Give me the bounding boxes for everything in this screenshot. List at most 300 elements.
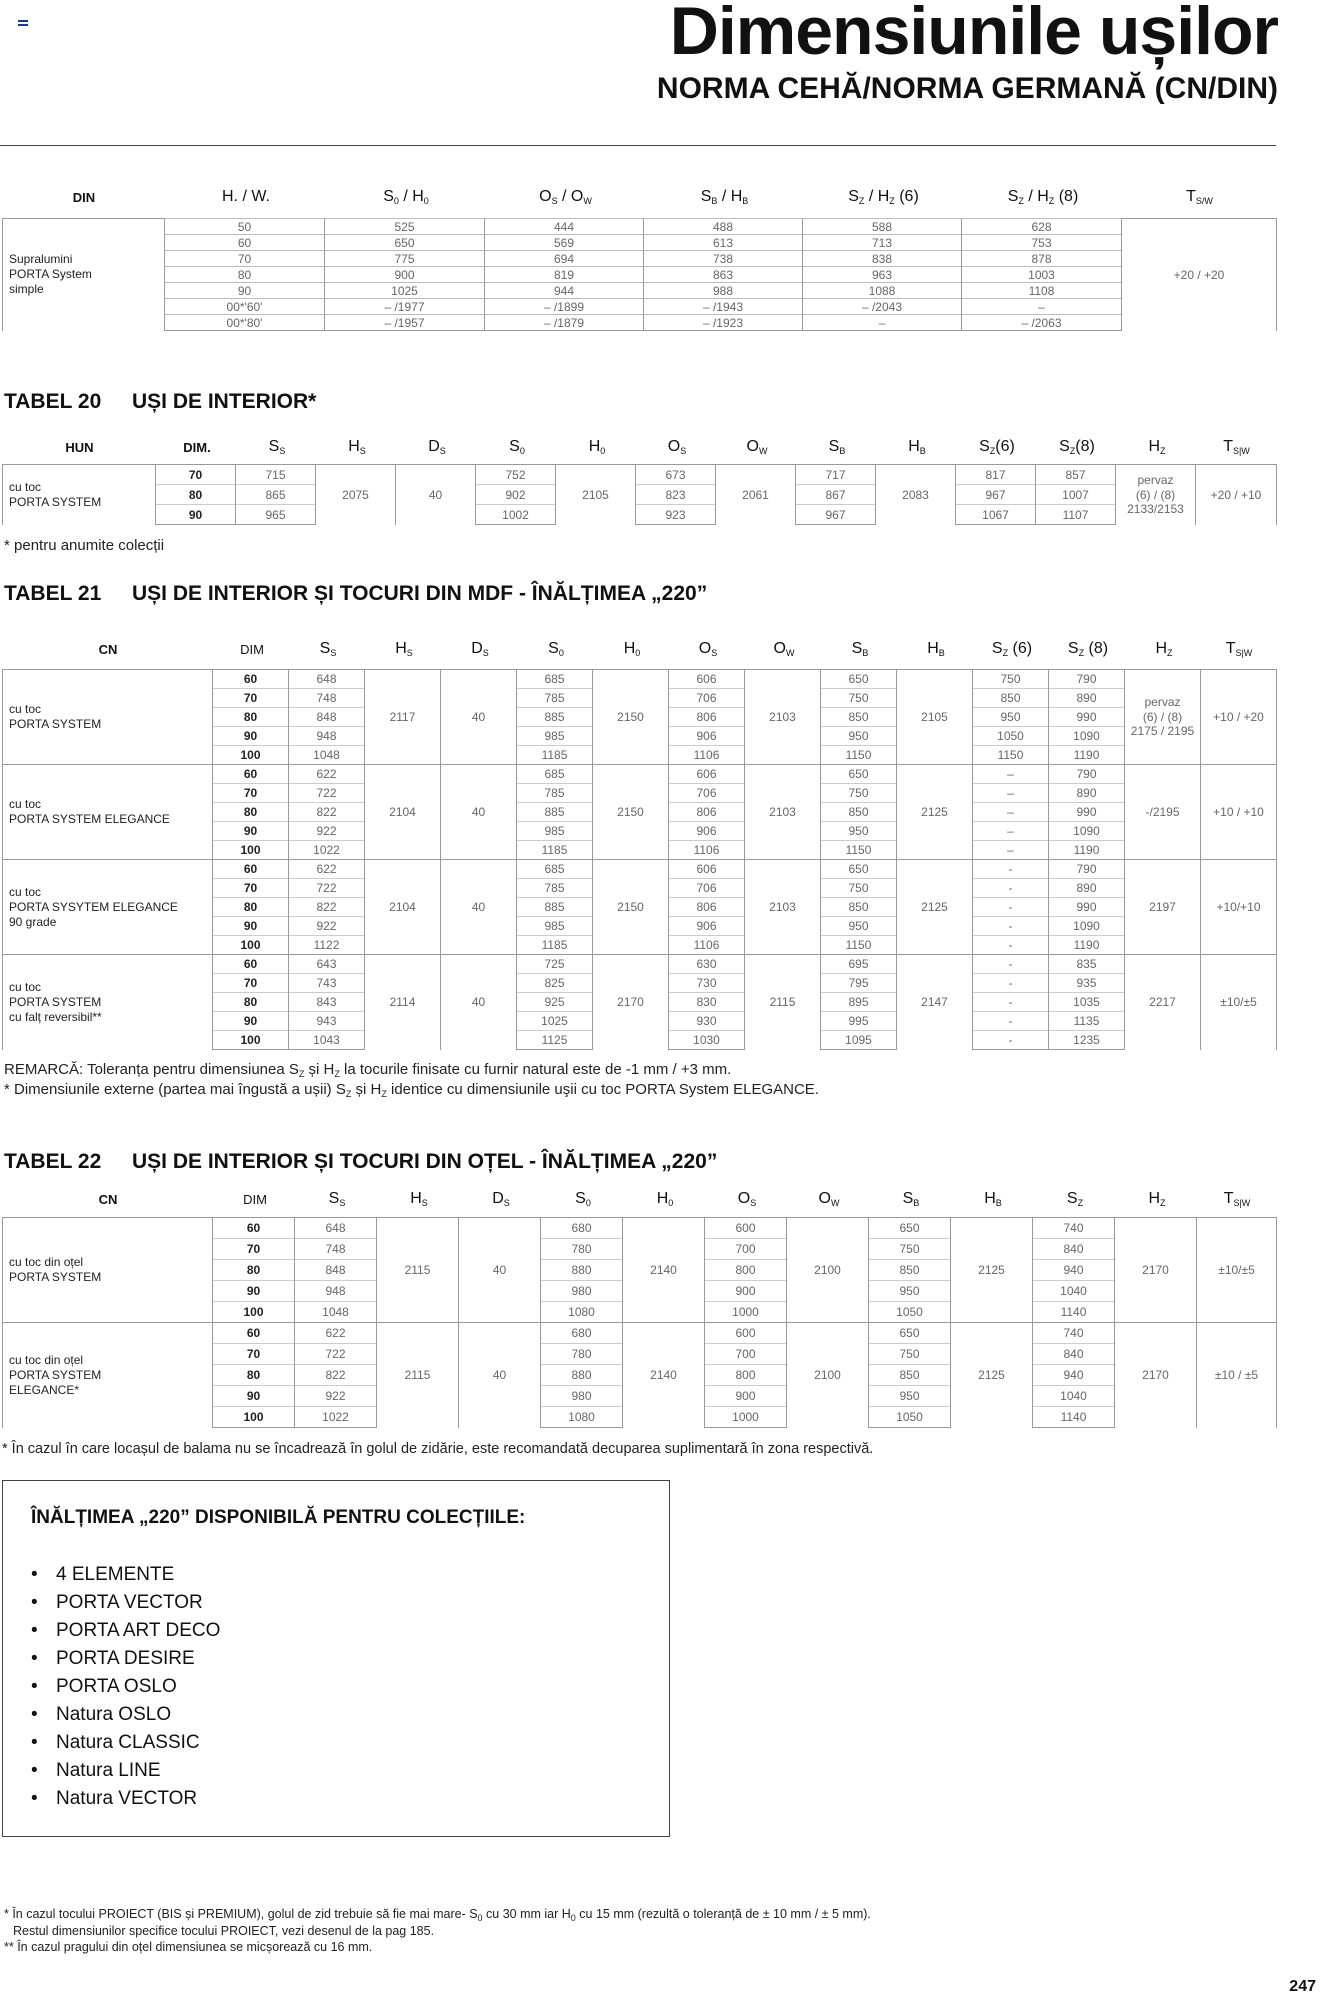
table-row xyxy=(3,299,1277,315)
cell: 850 xyxy=(821,708,897,727)
tsw-cell: ±10/±5 xyxy=(1197,1218,1277,1323)
hdr-dim: DIM xyxy=(243,1191,267,1207)
cell: 1030 xyxy=(669,1031,745,1050)
row-label: cu toc PORTA SYSYTEM ELEGANCE 90 grade xyxy=(3,860,213,955)
cell: – /2043 xyxy=(803,299,962,315)
bullet-icon: • xyxy=(31,1564,38,1585)
dim-cell: 90 xyxy=(213,1281,295,1302)
cell: 795 xyxy=(821,974,897,993)
cell: 1088 xyxy=(803,283,962,299)
cell: 1140 xyxy=(1033,1407,1115,1428)
cell: 738 xyxy=(644,251,803,267)
cell: 948 xyxy=(295,1281,377,1302)
cell: 650 xyxy=(821,670,897,689)
table20-title xyxy=(4,390,316,414)
cell: 900 xyxy=(705,1281,787,1302)
cell: 1080 xyxy=(541,1302,623,1323)
ds-cell: 40 xyxy=(441,670,517,765)
cell: 1106 xyxy=(669,936,745,955)
hs-cell: 2115 xyxy=(377,1323,459,1428)
hdr-sz8: $S_Z$ (8) xyxy=(1067,640,1109,658)
hdr-s0: $S_0$ xyxy=(575,1190,591,1208)
cell: 750 xyxy=(821,879,897,898)
cell: 850 xyxy=(821,803,897,822)
cell: 780 xyxy=(541,1239,623,1260)
cell: 848 xyxy=(289,708,365,727)
cell: - xyxy=(973,974,1049,993)
cell: – /1923 xyxy=(644,315,803,331)
cell: 713 xyxy=(803,235,962,251)
dim-cell: 100 xyxy=(213,1302,295,1323)
bullet-icon: • xyxy=(31,1732,38,1753)
cell: 963 xyxy=(803,267,962,283)
table20-note: * pentru anumite colecții xyxy=(4,537,165,554)
tsw-cell: +20 / +10 xyxy=(1196,465,1277,525)
cell: 725 xyxy=(517,955,593,974)
hdr-ss: $S_S$ xyxy=(319,640,337,658)
hdr-tsw: $T_{S|W}$ xyxy=(1223,1190,1251,1208)
cell: 1025 xyxy=(517,1012,593,1031)
cell: 606 xyxy=(669,860,745,879)
hdr-os: $O_S$ xyxy=(737,1190,757,1208)
cell: 630 xyxy=(669,955,745,974)
cell: – xyxy=(803,315,962,331)
hdr-hun: HUN xyxy=(65,439,94,455)
hdr-h0: $H_0$ xyxy=(656,1190,674,1208)
ds-cell: 40 xyxy=(396,465,476,525)
hdr-sz-hz6: $S_Z / H_Z$ (6) xyxy=(848,188,919,206)
hdr-sz-hz8: $S_Z / H_Z$ (8) xyxy=(1007,188,1079,206)
h0-cell: 2150 xyxy=(593,670,669,765)
table-row xyxy=(3,485,1277,505)
table-row xyxy=(3,670,1277,689)
cell: 950 xyxy=(821,727,897,746)
ds-cell: 40 xyxy=(441,955,517,1050)
cell: 740 xyxy=(1033,1218,1115,1239)
cell: 925 xyxy=(517,993,593,1012)
tsw-cell: +10 / +10 xyxy=(1201,765,1277,860)
row-label: cu toc PORTA SYSTEM xyxy=(3,465,156,525)
cell: 806 xyxy=(669,898,745,917)
cell: 1125 xyxy=(517,1031,593,1050)
dim-cell: 100 xyxy=(213,841,289,860)
cell: 1090 xyxy=(1049,917,1125,936)
cell: 950 xyxy=(973,708,1049,727)
page-subtitle: NORMA CEHĂ/NORMA GERMANĂ (CN/DIN) xyxy=(656,72,1278,105)
cell: 722 xyxy=(289,784,365,803)
dim-cell: 100 xyxy=(213,1407,295,1428)
cell: 685 xyxy=(517,670,593,689)
cell: 1003 xyxy=(962,267,1122,283)
hb-cell: 2125 xyxy=(951,1323,1033,1428)
cell: 750 xyxy=(869,1344,951,1365)
cell: 1050 xyxy=(973,727,1049,746)
cell: 965 xyxy=(236,505,316,525)
cell: 1048 xyxy=(289,746,365,765)
cell: 785 xyxy=(517,879,593,898)
dim-cell: 80 xyxy=(213,708,289,727)
hdr-hs: $H_S$ xyxy=(410,1190,428,1208)
table22-number: TABEL 22 xyxy=(4,1150,102,1173)
hdr-s0-h0: $S_0 / H_0$ xyxy=(383,188,429,206)
hdr-dim: DIM. xyxy=(183,439,211,455)
hdr-hs: $H_S$ xyxy=(348,438,366,456)
cell: 967 xyxy=(956,485,1036,505)
cell: 1122 xyxy=(289,936,365,955)
collection-item xyxy=(31,1757,220,1785)
table21-title xyxy=(4,582,707,606)
hb-cell: 2105 xyxy=(897,670,973,765)
cell: 990 xyxy=(1049,803,1125,822)
cell: 935 xyxy=(1049,974,1125,993)
cell: 980 xyxy=(541,1281,623,1302)
hdr-sb: $S_B$ xyxy=(851,640,869,658)
cell: 743 xyxy=(289,974,365,993)
cell: 800 xyxy=(705,1260,787,1281)
cell: 1048 xyxy=(295,1302,377,1323)
hz-cell: 2217 xyxy=(1125,955,1201,1050)
cell: 1040 xyxy=(1033,1281,1115,1302)
cell: 885 xyxy=(517,803,593,822)
dim-cell: 60 xyxy=(213,1218,295,1239)
cell: 835 xyxy=(1049,955,1125,974)
hdr-sb: $S_B$ xyxy=(828,438,846,456)
cell: 822 xyxy=(289,803,365,822)
table20-number: TABEL 20 xyxy=(4,390,102,413)
hdr-hz: $H_Z$ xyxy=(1148,1190,1166,1208)
cell: 906 xyxy=(669,822,745,841)
dim-cell: 60 xyxy=(213,765,289,784)
hdr-ss: $S_S$ xyxy=(268,438,286,456)
cell: 1107 xyxy=(1036,505,1116,525)
cell: 1043 xyxy=(289,1031,365,1050)
cell: 785 xyxy=(517,784,593,803)
bullet-icon: • xyxy=(31,1788,38,1809)
cell: 922 xyxy=(289,917,365,936)
table21-heading: UȘI DE INTERIOR ȘI TOCURI DIN MDF - ÎNĂLȚIMEA „220” xyxy=(132,582,708,605)
cell: 700 xyxy=(705,1344,787,1365)
bullet-icon: • xyxy=(31,1620,38,1641)
bullet-icon: • xyxy=(31,1704,38,1725)
table20-heading: UȘI DE INTERIOR* xyxy=(132,390,317,413)
cell: – xyxy=(973,841,1049,860)
cell: 488 xyxy=(644,219,803,235)
hb-cell: 2125 xyxy=(951,1218,1033,1323)
collections-list xyxy=(31,1561,220,1813)
cell: 1106 xyxy=(669,746,745,765)
cell: 900 xyxy=(325,267,485,283)
cell: 750 xyxy=(821,784,897,803)
cell: 1185 xyxy=(517,746,593,765)
cell: – xyxy=(973,822,1049,841)
cell: - xyxy=(973,879,1049,898)
cell: 748 xyxy=(295,1239,377,1260)
hdr-sz6: $S_Z$ (6) xyxy=(991,640,1033,658)
cell: 753 xyxy=(962,235,1122,251)
ow-cell: 2103 xyxy=(745,765,821,860)
cell: 1235 xyxy=(1049,1031,1125,1050)
cell: 680 xyxy=(541,1218,623,1239)
table20 xyxy=(2,464,1277,525)
cell: - xyxy=(973,955,1049,974)
cell: 650 xyxy=(869,1323,951,1344)
cell: 867 xyxy=(796,485,876,505)
dim-cell: 60 xyxy=(213,670,289,689)
cell: 988 xyxy=(644,283,803,299)
row-label: Supralumini PORTA System simple xyxy=(3,219,165,331)
cell: 780 xyxy=(541,1344,623,1365)
cell: 944 xyxy=(485,283,644,299)
footnote-2: Restul dimensiunilor specifice tocului PROIECT, vezi desenul de la pag 185. xyxy=(13,1924,435,1938)
cell: - xyxy=(973,993,1049,1012)
cell: 980 xyxy=(541,1386,623,1407)
cell: 622 xyxy=(289,765,365,784)
menu-icon[interactable] xyxy=(18,20,28,28)
collection-item xyxy=(31,1785,220,1813)
cell: 890 xyxy=(1049,689,1125,708)
dim-cell: 70 xyxy=(213,689,289,708)
cell: 943 xyxy=(289,1012,365,1031)
dim-cell: 100 xyxy=(213,746,289,765)
hdr-dim: DIM xyxy=(240,641,264,657)
collection-item xyxy=(31,1673,220,1701)
cell: 650 xyxy=(869,1218,951,1239)
cell: 819 xyxy=(485,267,644,283)
hdr-os-ow: $O_S / O_W$ xyxy=(539,188,592,206)
cell: – xyxy=(973,784,1049,803)
dim-cell: 70 xyxy=(213,879,289,898)
cell: 1108 xyxy=(962,283,1122,299)
hdr-ow: $O_W$ xyxy=(818,1190,840,1208)
table21 xyxy=(2,669,1277,1050)
cell: 865 xyxy=(236,485,316,505)
cell: - xyxy=(973,898,1049,917)
collection-label: PORTA ART DECO xyxy=(56,1620,221,1641)
dim-cell: 90 xyxy=(213,822,289,841)
cell: 985 xyxy=(517,822,593,841)
collection-item xyxy=(31,1589,220,1617)
cell: 90 xyxy=(165,283,325,299)
cell: 940 xyxy=(1033,1365,1115,1386)
dim-cell: 90 xyxy=(213,1386,295,1407)
cell: 902 xyxy=(476,485,556,505)
cell: 613 xyxy=(644,235,803,251)
cell: 823 xyxy=(636,485,716,505)
cell: 70 xyxy=(165,251,325,267)
page-title: Dimensiunile ușilor xyxy=(669,0,1278,69)
dim-cell: 90 xyxy=(213,917,289,936)
table22-note: * În cazul în care locașul de balama nu se încadrează în golul de zidărie, este recomandată decuparea suplimentară în zona respectivă. xyxy=(2,1441,874,1457)
dim-cell: 70 xyxy=(213,1239,295,1260)
h0-cell: 2105 xyxy=(556,465,636,525)
cell: 1190 xyxy=(1049,936,1125,955)
cell: 748 xyxy=(289,689,365,708)
cell: 80 xyxy=(165,267,325,283)
hdr-h0: $H_0$ xyxy=(623,640,641,658)
cell: 1002 xyxy=(476,505,556,525)
table21-header xyxy=(2,640,1276,658)
dim-cell: 70 xyxy=(156,465,236,485)
row-label: cu toc PORTA SYSTEM ELEGANCE xyxy=(3,765,213,860)
cell: 1000 xyxy=(705,1407,787,1428)
cell: 950 xyxy=(821,917,897,936)
table20-header xyxy=(2,438,1276,456)
cell: 752 xyxy=(476,465,556,485)
hb-cell: 2147 xyxy=(897,955,973,1050)
hdr-cn: CN xyxy=(98,641,118,657)
cell: 740 xyxy=(1033,1323,1115,1344)
collection-label: Natura VECTOR xyxy=(56,1788,198,1809)
collection-label: Natura CLASSIC xyxy=(56,1732,200,1753)
bullet-icon: • xyxy=(31,1648,38,1669)
dim-cell: 90 xyxy=(213,727,289,746)
cell: – xyxy=(973,803,1049,822)
cell: 715 xyxy=(236,465,316,485)
hz-cell: -/2195 xyxy=(1125,765,1201,860)
ds-cell: 40 xyxy=(459,1218,541,1323)
dim-cell: 60 xyxy=(213,860,289,879)
cell: 50 xyxy=(165,219,325,235)
h0-cell: 2170 xyxy=(593,955,669,1050)
ds-cell: 40 xyxy=(441,765,517,860)
bullet-icon: • xyxy=(31,1592,38,1613)
cell: 775 xyxy=(325,251,485,267)
cell: 930 xyxy=(669,1012,745,1031)
hz-cell: 2170 xyxy=(1115,1218,1197,1323)
hdr-h0: $H_0$ xyxy=(588,438,606,456)
cell: 995 xyxy=(821,1012,897,1031)
cell: 906 xyxy=(669,917,745,936)
cell: – /1977 xyxy=(325,299,485,315)
cell: 850 xyxy=(821,898,897,917)
hdr-hb: $H_B$ xyxy=(927,640,945,658)
table-row xyxy=(3,505,1277,525)
cell: 606 xyxy=(669,765,745,784)
cell: 838 xyxy=(803,251,962,267)
cell: 1190 xyxy=(1049,746,1125,765)
tsw-cell: +10 / +20 xyxy=(1201,670,1277,765)
cell: 1022 xyxy=(289,841,365,860)
cell: 790 xyxy=(1049,860,1125,879)
cell: 948 xyxy=(289,727,365,746)
dim-cell: 90 xyxy=(213,1012,289,1031)
hs-cell: 2104 xyxy=(365,765,441,860)
cell: 685 xyxy=(517,860,593,879)
ds-cell: 40 xyxy=(441,860,517,955)
table21-number: TABEL 21 xyxy=(4,582,102,605)
cell: 1095 xyxy=(821,1031,897,1050)
collection-label: PORTA DESIRE xyxy=(56,1648,195,1669)
cell: 850 xyxy=(973,689,1049,708)
cell: 922 xyxy=(289,822,365,841)
cell: 1025 xyxy=(325,283,485,299)
ow-cell: 2103 xyxy=(745,860,821,955)
hs-cell: 2114 xyxy=(365,955,441,1050)
cell: – /2063 xyxy=(962,315,1122,331)
dim-cell: 80 xyxy=(213,803,289,822)
dim-cell: 80 xyxy=(213,993,289,1012)
dim-cell: 60 xyxy=(213,955,289,974)
hdr-ds: $D_S$ xyxy=(492,1190,510,1208)
dim-cell: 70 xyxy=(213,1344,295,1365)
bullet-icon: • xyxy=(31,1760,38,1781)
cell: 790 xyxy=(1049,670,1125,689)
dim-cell: 100 xyxy=(213,936,289,955)
cell: 569 xyxy=(485,235,644,251)
cell: 922 xyxy=(295,1386,377,1407)
ow-cell: 2103 xyxy=(745,670,821,765)
hs-cell: 2115 xyxy=(377,1218,459,1323)
cell: 1040 xyxy=(1033,1386,1115,1407)
cell: 60 xyxy=(165,235,325,251)
hdr-hz: $H_Z$ xyxy=(1155,640,1173,658)
table21-remark1: REMARCĂ: Toleranța pentru dimensiunea $S_Z$ și $H_Z$ la tocurile finisate cu furnir natural este de -1 mm / +3 mm. xyxy=(4,1061,732,1079)
hs-cell: 2104 xyxy=(365,860,441,955)
cell: - xyxy=(973,917,1049,936)
top-table xyxy=(2,218,1277,331)
cell: 940 xyxy=(1033,1260,1115,1281)
cell: 00*'60' xyxy=(165,299,325,315)
table22-title xyxy=(4,1150,717,1174)
cell: 985 xyxy=(517,917,593,936)
cell: 830 xyxy=(669,993,745,1012)
cell: 1080 xyxy=(541,1407,623,1428)
row-label: cu toc PORTA SYSTEM xyxy=(3,670,213,765)
table-row xyxy=(3,267,1277,283)
cell: 650 xyxy=(821,860,897,879)
ow-cell: 2061 xyxy=(716,465,796,525)
table-row xyxy=(3,283,1277,299)
cell: 685 xyxy=(517,765,593,784)
cell: 990 xyxy=(1049,898,1125,917)
cell: 1007 xyxy=(1036,485,1116,505)
collection-item xyxy=(31,1617,220,1645)
cell: 880 xyxy=(541,1365,623,1386)
cell: 806 xyxy=(669,708,745,727)
cell: 700 xyxy=(705,1239,787,1260)
cell: 1150 xyxy=(821,841,897,860)
cell: 806 xyxy=(669,803,745,822)
row-label: cu toc PORTA SYSTEM cu falț reversibil** xyxy=(3,955,213,1050)
cell: 706 xyxy=(669,879,745,898)
ow-cell: 2100 xyxy=(787,1218,869,1323)
hz-cell: pervaz (6) / (8) 2175 / 2195 xyxy=(1125,670,1201,765)
hdr-hs: $H_S$ xyxy=(395,640,413,658)
cell: – /1957 xyxy=(325,315,485,331)
table-row xyxy=(3,315,1277,331)
cell: – /1943 xyxy=(644,299,803,315)
hdr-tsw: $T_{S|W}$ xyxy=(1223,438,1250,456)
cell: - xyxy=(973,936,1049,955)
hz-cell: 2170 xyxy=(1115,1323,1197,1428)
table22-heading: UȘI DE INTERIOR ȘI TOCURI DIN OȚEL - ÎNĂLȚIMEA „220” xyxy=(132,1150,718,1173)
collections-box xyxy=(2,1480,670,1837)
cell: 606 xyxy=(669,670,745,689)
hdr-ow: $O_W$ xyxy=(746,438,768,456)
page-number: 247 xyxy=(1289,1978,1316,1995)
cell: – /1879 xyxy=(485,315,644,331)
cell: 1067 xyxy=(956,505,1036,525)
hdr-hz: $H_Z$ xyxy=(1148,438,1166,456)
hs-cell: 2075 xyxy=(316,465,396,525)
cell: 1140 xyxy=(1033,1302,1115,1323)
cell: 1035 xyxy=(1049,993,1125,1012)
collection-item xyxy=(31,1701,220,1729)
h0-cell: 2140 xyxy=(623,1323,705,1428)
cell: 840 xyxy=(1033,1344,1115,1365)
cell: 622 xyxy=(289,860,365,879)
cell: 600 xyxy=(705,1323,787,1344)
